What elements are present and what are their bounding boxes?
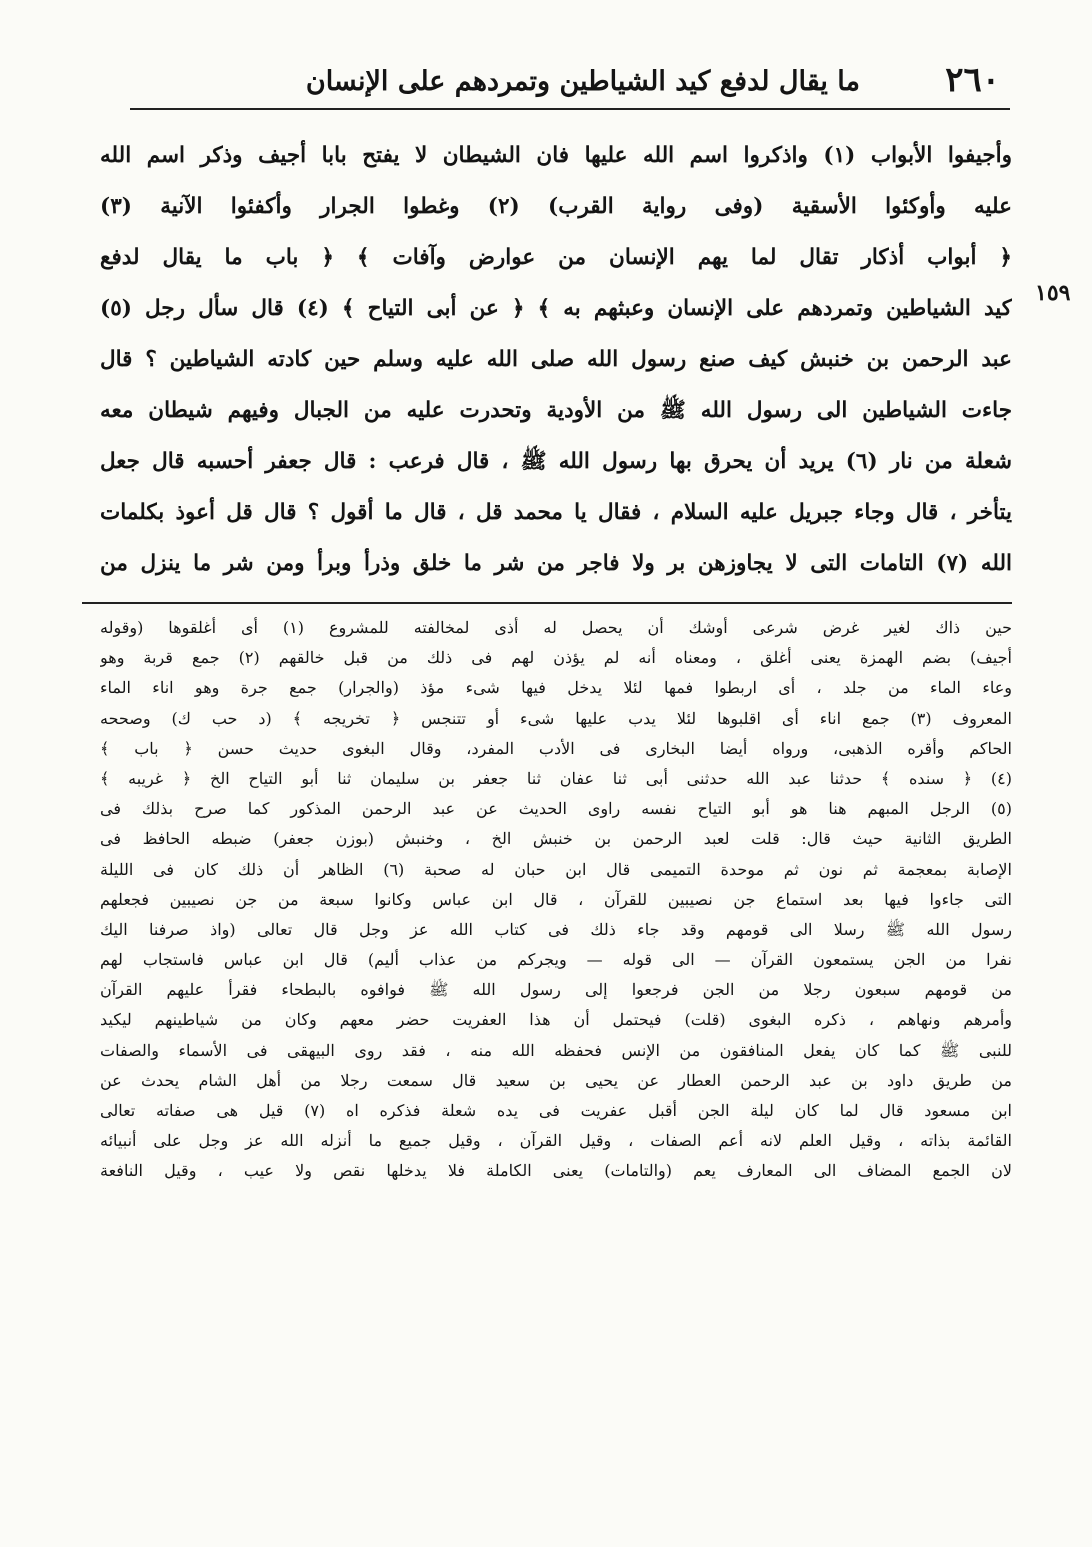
main-text-line: عبد الرحمن بن خنبش كيف صنع رسول الله صلى الله عليه وسلم حين كادته الشياطين ؟ قال — [100, 347, 1012, 372]
main-text-line: كيد الشياطين وتمردهم على الإنسان وعبثهم به ﴾ ﴿ عن أبى التياح ﴾ (٤) قال سأل رجل (٥) — [100, 296, 1012, 321]
footnote-line: حين ذاك لغير غرض شرعى أوشك أن يحصل له أذى لمخالفته للمشروع (١) أى أغلقوها (وقوله — [100, 618, 1012, 637]
main-text — [100, 130, 1012, 589]
footnote-line: للنبى ﷺ كما كان يفعل المنافقون من الإنس فحفظه الله منه ، فقد روى البيهقى فى الأسماء والصفات — [100, 1040, 1012, 1060]
footnote-line: الطريق الثانية حيث قال: قلت لعبد الرحمن بن خنبش الخ ، وخنبش (بوزن جعفر) ضبطه الحافظ فى — [100, 829, 1012, 849]
footnote-line: الحاكم وأقره الذهبى، ورواه أيضا البخارى فى الأدب المفرد، وقال البغوى حديث حسن ﴿ باب ﴾ — [100, 738, 1012, 758]
footnote-line: التى جاءوا فيها بعد استماع جن نصيبين للقرآن ، قال ابن عباس وكانوا سبعة من جن نصيبين فجعلهم — [100, 889, 1012, 909]
main-text-line: عليه وأوكئوا الأسقية (وفى رواية القرب) (٢) وغطوا الجرار وأكفئوا الآنية (٣) — [100, 194, 1012, 219]
page-header — [130, 58, 1010, 110]
footnote-line: (٥) الرجل المبهم هنا هو أبو التياح نفسه راوى الحديث عن عبد الرحمن المذكور كما صرح بذلك فى — [100, 799, 1012, 819]
footnote-line: من طريق داود بن عبد الرحمن العطار عن يحيى بن سعيد قال سمعت رجلا من أهل الشام يحدث عن — [100, 1070, 1012, 1090]
main-text-line: جاءت الشياطين الى رسول الله ﷺ من الأودية وتحدرت عليه من الجبال وفيهم شيطان معه — [100, 398, 1012, 423]
hadith-number: ١٥٩ — [1035, 280, 1071, 306]
header-rule — [130, 108, 1010, 110]
main-text-line: شعلة من نار (٦) يريد أن يحرق بها رسول الله ﷺ ، قال فرعب : قال جعفر أحسبه قال جعل — [100, 449, 1012, 474]
footnote-line: نفرا من الجن يستمعون القرآن — الى قوله — ويجركم من عذاب أليم) قال ابن عباس فاستجاب لهم — [100, 950, 1012, 970]
footnote-line: المعروف (٣) جمع اناء أى اقلبوها لئلا يدب عليها شىء أو تتنجس ﴿ تخريجه ﴾ (د حب ك) وصححه — [100, 708, 1012, 728]
main-text-line: ﴿ أبواب أذكار تقال لما يهم الإنسان من عوارض وآفات ﴾ ﴿ باب ما يقال لدفع — [100, 245, 1012, 270]
footnote-line: رسول الله ﷺ رسلا الى قومهم وقد جاء ذلك فى كتاب الله عز وجل قال تعالى (واذ صرفنا اليك — [100, 919, 1012, 939]
main-text-line: يتأخر ، قال وجاء جبريل عليه السلام ، فقال يا محمد قل ، قال ما أقول ؟ قال قل أعوذ بكلمات — [100, 500, 1012, 525]
footnote-line: لان الجمع المضاف الى المعارف يعم (والتامات) يعنى الكاملة فلا يدخلها نقص ولا عيب ، وقيل النافعة — [100, 1161, 1012, 1181]
footnote-line: وعاء الماء من جلد ، أى اربطوا فمها لئلا يدخل فيها شىء مؤذ (والجرار) جمع جرة وهو اناء الماء — [100, 678, 1012, 698]
running-title: ما يقال لدفع كيد الشياطين وتمردهم على الإنسان — [305, 66, 860, 97]
footnote-line: القائمة بذاته ، وقيل العلم لانه أعم الصفات ، وقيل القرآن ، وقيل جميع ما أنزله الله عز وجل على أنبيائه — [100, 1131, 1012, 1151]
main-text-line: وأجيفوا الأبواب (١) واذكروا اسم الله عليها فان الشيطان لا يفتح بابا أجيف وذكر اسم الله — [100, 143, 1012, 168]
footnotes — [100, 613, 1012, 1187]
footnote-line: وأمرهم ونهاهم ، ذكره البغوى (قلت) فيحتمل أن هذا العفريت حضر معهم وكان من شياطينهم ليكيد — [100, 1010, 1012, 1030]
footnote-line: (٤) ﴿ سنده ﴾ حدثنا عبد الله حدثنى أبى ثنا عفان ثنا جعفر بن سليمان ثنا أبو التياح الخ ﴿ غريبه ﴾ — [100, 768, 1012, 788]
page-number: ٢٦٠ — [945, 60, 1000, 100]
footnote-line: الإصابة بمعجمة ثم نون ثم موحدة التميمى قال ابن حبان له صحبة (٦) الظاهر أن ذلك كان فى الليلة — [100, 859, 1012, 879]
main-text-line: الله (٧) التامات التى لا يجاوزهن بر ولا فاجر من شر ما خلق وذرأ وبرأ ومن شر ما ينزل من — [100, 551, 1012, 576]
footnote-divider — [82, 602, 1012, 604]
footnote-line: أجيف) بضم الهمزة يعنى أغلق ، ومعناه أنه لم يؤذن لهم فى ذلك من قبل خالقهم (٢) جمع قربة وهو — [100, 648, 1012, 668]
footnote-line: من قومهم سبعون رجلا من الجن فرجعوا إلى رسول الله ﷺ فوافوه بالبطحاء فقرأ عليهم القرآن — [100, 980, 1012, 1000]
footnote-line: ابن مسعود قال لما كان ليلة الجن أقبل عفريت فى يده شعلة فذكره اه (٧) قيل هى صفاته تعالى — [100, 1101, 1012, 1120]
